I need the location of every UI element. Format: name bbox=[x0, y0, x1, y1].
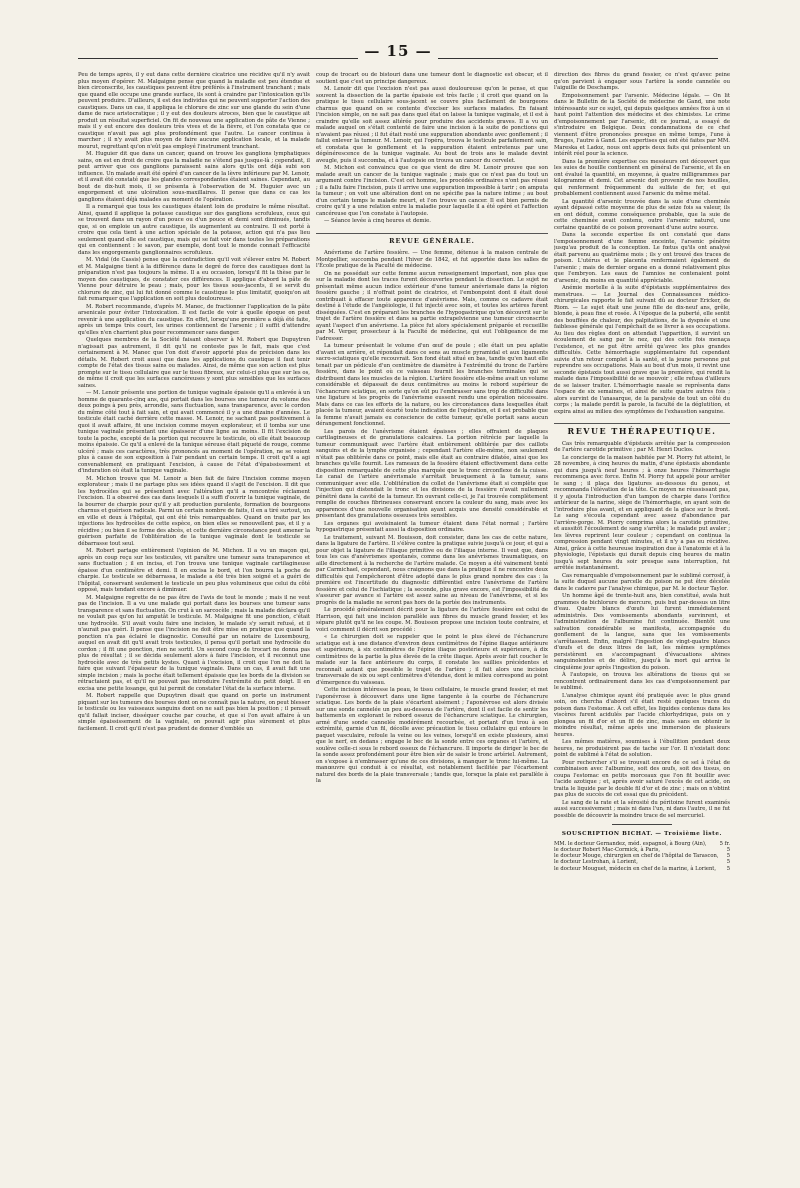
paragraph: M. Michon est convaincu que ce que vient de dire M. Lenoir prouve que son malade avait un cancer de la tunique vaginale ; mais que ce n'est pas du tout un argument contre l'incision. C'est cet homme, les procédés ordinaires n'ont pas réussi ; il a fallu faire l'incision, puis il arrive une suppuration impossible à tarir ; on amputa la tumeur ; on voit une altération dont on ne spécifie pas la nature intime ; au bout d'un certain temps le malade meurt, et l'on trouve un cancer. Il est bien permis de croire qu'il y a une relation entre la maladie pour laquelle il a été opéré et l'affection cancéreuse que l'on constate à l'autopsie. bbox=[316, 165, 548, 217]
paragraph: La tumeur présentait le volume d'un œuf de poule ; elle était un peu aplatie d'avant en arrière, et répondait dans ce sens au muscle pyramidal et aux ligaments sacro-sciatiques qu'elle recouvrait. Son fond était situé en bas, tandis qu'en haut elle tenait par un pédicule d'un centimètre de diamètre à l'extrémité du tronc de l'artère fessière, dans le point où ce vaisseau fournit les branches terminales qui se distribuent dans les muscles de la région. L'artère fessière elle-même avait un volume considérable et dépassait de deux centimètres au moins le rebord supérieur de l'échancrure sciatique, en sorte qu'on eût pu l'embrasser sans trop de difficulté dans une ligature si les progrès de l'anévrisme eussent rendu une opération nécessaire. Mais dans ce cas les efforts de la nature, ou les circonstances dans lesquelles était placée la tumeur, avaient écarté toute indication de l'opération, et il est probable que la femme n'avait jamais eu conscience de cette tumeur, qu'elle portait sans aucun dérangement fonctionnel. bbox=[316, 343, 548, 427]
paragraph: direction des fibres du grand fessier, ce n'est qu'avec peine qu'on parvient à engager sous l'artère la sonde cannelée ou l'aiguille de Deschamps. bbox=[554, 72, 730, 91]
paragraph: M. Huguier dit que dans un cancer, quand on trouve les ganglions lymphatiques sains, on est en droit de croire que la maladie ne s'étend pas jusque-là ; cependant, il peut arriver que ces ganglions paraissent sains alors qu'ils ont déjà subi son influence. Un malade avait été opéré d'un cancer de la lèvre inférieure par M. Lenoir, et il avait été constaté que les glandes correspondantes étaient saines. Cependant, au bout de dix-huit mois, il se présenta à l'observation de M. Huguier avec un engorgement et une ulcération sous-maxillaires. Il pense que dans ce cas les ganglions étaient déjà malades au moment de l'opération. bbox=[78, 151, 310, 203]
paragraph: Pour rechercher s'il se trouvait encore de ce sel à l'état de combinaison avec l'albumine, soit des œufs, soit des tissus, on coupa l'estomac en petits morceaux que l'on fit bouillir avec l'acide azotique ; et, après avoir saturé l'excès de cet acide, on traita le liquide par le double fil d'or et de zinc ; mais on n'obtint pas plus de succès de cet essai que du précédent. bbox=[554, 759, 730, 798]
paragraph: La quantité d'arsenic trouvée dans la suie d'une cheminée ayant dépassé cette moyenne de plus de seize fois sa valeur, ils en ont déduit, comme conséquence probable, que la suie de cette cheminée avait contenu, outre l'arsenic naturel, une certaine quantité de ce poison provenant d'une autre source. bbox=[554, 198, 730, 231]
paragraph: Quelques membres de la Société faisant observer à M. Robert que Dupuytren n'agissait pas autrement, il dit qu'il ne conteste pas le fait, mais que c'est certainement à M. Manec que l'on doit d'avoir apporté plus de précision dans les détails. M. Robert croit aussi que dans les applications du caustique il faut tenir compte de l'état des tissus sains ou malades. Ainsi, de même que son action est plus prompte sur le tissu cellulaire que sur le tissu fibreux, sur celui-ci plus que sur les os, de même il croit que les surfaces cancéreuses y sont plus sensibles que les surfaces saines. bbox=[78, 337, 310, 389]
paragraph: Un homme âgé de trente-huit ans, bien constitué, avala huit grammes de bichlorure de mercure, puis but par-dessus un litre d'eau. Quatre blancs d'œufs lui furent immédiatement administrés. Des vomissements abondants survinrent, et l'administration de l'albumine fut continuée. Bientôt une salivation considérable se manifesta, accompagnée du gonflement de la langue, sans que les vomissements s'arrêtassent. Enfin, malgré l'ingestion de vingt-quatre blancs d'œufs et de deux litres de lait, les mêmes symptômes persistèrent en s'accompagnant d'évacuations alvines sanguinolentes et de délire, jusqu'à la mort qui arriva le cinquième jour après l'ingestion du poison. bbox=[554, 593, 730, 671]
paragraph: M. Michon trouve que M. Lenoir a bien fait de faire l'incision comme moyen explorateur ; mais il ne partage plus ses idées quand il s'agit de l'excision. Il dit que les hydrocèles qui se présentent avec l'altération qu'il a rencontrée réclament l'excision. Il a observé des cas dans lesquels il a suffi d'ouvrir la tunique vaginale, de la bourrer de charpie pour qu'il y ait production purulente, formation de bourgeons charnus et guérison radicale. Parmi un certain nombre de faits, il en a tiré surtout, un en ville et deux à l'hôpital, qui ont été très remarquables. Quand on traite par les injections les hydrocèles de cette espèce, on bien elles se renouvellent pas, et il y a récidive ; ou bien il se forme des abcès, et cette dernière circonstance peut amener la guérison parfaite de l'oblitération de la tunique vaginale dont le testicule se débarrasse tout seul. bbox=[78, 475, 310, 547]
section-heading-revue-therapeutique: REVUE THÉRAPEUTIQUE. bbox=[554, 423, 730, 435]
divider bbox=[612, 824, 672, 825]
paragraph: Le sang de la rate et la sérosité du péritoine furent examinés aussi successivement ; mais ni dans l'un, ni dans l'autre, il ne fut possible de découvrir la moindre trace de sel mercuriel. bbox=[554, 799, 730, 819]
paragraph: M. Robert recommande, d'après M. Manec, de fractionner l'application de la pâte arsenicale pour éviter l'intoxication. Il est facile de voir à quelle époque on peut revenir à une application du caustique. En effet, lorsqu'une première a déjà été faite, après un temps très court, les urines contiennent de l'arsenic ; il suffit d'attendre qu'elles n'en charrient plus pour recommencer sans danger. bbox=[78, 303, 310, 336]
paragraph: Anémie mortelle à la suite d'épistaxis supplémentaires des menstrues. — Le Journal des Connaissances médico-chirurgicales rapporte le fait suivant dû au docteur Ericker, de Riom. — Le sujet était une jeune fille de dix-neuf ans, grêle, blonde, à peau fine et rosée. À l'époque de la puberté, elle sentit des bouffées de chaleur, des palpitations, de la dyspnée et une faiblesse générale qui l'empêchait de se livrer à ses occupations. Au lieu des règles dont on attendait l'apparition, il survint un écoulement de sang par le nez, qui des cette fois menaça l'existence, et ne put être arrêté qu'avec les plus grandes difficultés. Cette hémorrhagie supplémentaire fut cependant suivie d'un retour complet à la santé, et la jeune personne put reprendre ses occupations. Mais au bout d'un mois, il revint une seconde épistaxis tout aussi grave que la première, qui rendit la malade dans l'impossibilité de se mouvoir ; elle refusa d'ailleurs de se laisser traiter. L'hémorrhagie nasale se représenta dans l'espace de six semaines, et ainsi de suite quatre autres fois ; alors survint de l'anasarque, de la paralysie de tout un côté du corps ; la malade perdit la parole, la faculté de la déglutition, et expira ainsi au milieu des symptômes de l'exhaustion sanguine. bbox=[554, 285, 730, 415]
paragraph: Les mêmes matières, soumises à l'ébullition pendant deux heures, ne produisirent pas de tache sur l'or. Il n'existait donc point de sublimé à l'état de solution. bbox=[554, 739, 730, 758]
paragraph: « Le chirurgien doit se rappeler que le point le plus élevé de l'échancrure sciatique est à une distance d'environ deux centimètres de l'épine iliaque antérieure et supérieure, à six centimètres de l'épine iliaque postérieure et supérieure, à dix centimètres de la partie la plus élevée de la crête iliaque. Après avoir fait coucher le malade sur la face antérieure du corps, il constate les saillies précédentes et reconnaît autant que possible le trajet de l'artère ; il fait alors une incision transversale de six ou sept centimètres d'étendue, dont le milieu correspond au point d'émergence du vaisseau. bbox=[316, 634, 548, 686]
paragraph: L'analyse chimique ayant été pratiquée avec le plus grand soin, on chercha d'abord s'il était resté quelques traces du poison dans l'estomac. À cet effet, les liquides contenus dans les viscères furent acidulés par l'acide chlorhydrique, puis on y plongea un fil d'or et un fil de zinc, mais sans en obtenir le moindre résultat, même après une immersion de plusieurs heures. bbox=[554, 692, 730, 738]
paragraph: Cette incision intéresse la peau, le tissu cellulaire, le muscle grand fessier, et met l'aponévrose à découvert dans une ligne tangente à la courbe de l'échancrure sciatique. Les bords de la plaie s'écartent aisément ; l'aponévrose est alors divisée sur une sonde cannelée un peu au-dessous de l'artère, dont il est facile de sentir les battements en explorant le rebord osseux de l'échancrure sciatique. Le chirurgien, armé d'une sonde cannelée modérément recourbée, et portant d'un trou à son extrémité, garnie d'un fil, décolle avec précaution le tissu cellulaire qui entoure le paquet vasculaire, refoule la veine ou les veines, lorsqu'il en existe plusieurs, ainsi que le nerf, en dedans ; engage le bec de la sonde entre ces organes et l'artère, et soulève celle-ci sous le rebord osseux de l'échancrure. Il importe de diriger le bec de la sonde assez profondément pour être bien sûr de saisir le tronc artériel. Autrement, on s'expose à n'embrasser qu'une de ces divisions, à manquer le tronc lui-même. La manœuvre qui conduit à ce résultat, est notablement facilitée par l'écartement naturel des bords de la plaie transversale ; tandis que, lorsque la plaie est parallèle à la bbox=[316, 687, 548, 784]
paragraph: Le procédé généralement décrit pour la ligature de l'artère fessière est celui de Harrison, qui fait une incision parallèle aux fibres du muscle grand fessier, et les sépare plutôt qu'il ne les coupe. M. Bouisson propose une incision toute contraire, et voici comment il décrit son procédé : bbox=[316, 607, 548, 633]
donor-amount: 5 bbox=[726, 865, 730, 872]
column-2 bbox=[316, 72, 548, 1158]
paragraph: M. Robert partage entièrement l'opinion de M. Michon. Il a vu un maçon qui, après un coup reçu sur les testicules, vit paraître une tumeur sans transparence et sans fluctuation ; il en incisa, et l'on trouva une tunique vaginale cartilagineuse épaisse d'un centimètre et demi. Il en excisa le bord, et l'on bourra la poche de charpie. Le testicule se débarrassa, le malade a été très bien soigné et a guéri de l'hôpital, conservant seulement le testicule un peu plus volumineux que celui du côté opposé, mais tendant encore à diminuer. bbox=[78, 548, 310, 593]
donor-name: le docteur Robert Mac-Cormick, à Paris, bbox=[554, 846, 661, 853]
donor-row bbox=[554, 866, 730, 872]
paragraph: Empoisonnement par l'arsenic. Médecine légale. — On lit dans le Bulletin de la Société de médecine de Gand, une note intéressante sur ce sujet, qui depuis quelques années fixe à un si haut point l'attention des médecins et des chimistes. Le crime d'empoisonnement par l'arsenic, dit ce journal, a essayé de s'introduire en Belgique. Deux condamnations de ce chef viennent d'être prononcées presque en même temps, l'une à Bruges, l'autre à Gand. Les expertises qui ont été faites par MM. Mareska et Ladoz, nous ont appris deux faits qui présentent un intérêt réel pour la science. bbox=[554, 92, 730, 157]
donor-amount: 5 bbox=[726, 846, 730, 853]
donor-name: MM. le docteur Gernandez, méd. espagnol, à Bourg (Ain), bbox=[554, 840, 707, 847]
paragraph: M. Malgaigne regrette de ne pas être de l'avis de tout le monde ; mais il ne veut pas de l'incision. Il a vu une malade qui portait dans les bourses une tumeur sans transparence et sans fluctuation. On crut à un sarcocèle ; mais la malade déclara qu'il ne voulait pas qu'on lui amputât le testicule. M. Malgaigne fit une ponction, c'était une hydrocèle. S'il avait voulu faire une incision, le malade s'y serait refusé, et il n'aurait pas guéri. Il pense que l'incision ne doit être mise en pratique que quand la ponction n'a pas éclairé le diagnostic. Consulté par un notaire de Luxembourg, auquel en avait dit qu'il avait trois testicules, il pensa qu'il portait une hydrocèle du cordon ; il fit une ponction, rien ne sortit. Un second coup de trocart ne donna pas plus de résultat ; il se décida seulement alors à faire l'incision, et il reconnut une hydrocèle avec de très petits kystes. Quant à l'excision, il croit que l'on ne doit la faire que suivant l'épaisseur de la tunique vaginale. Dans un cas, il avait fait une simple incision ; mais la poche était tellement épaissie que les bords de la division se rétractaient pas, et qu'il ne pouvait pas introduire l'extrémité du petit doigt. Il en excisa une petite losange, qui lui permit de constater l'état de la surface interne. bbox=[78, 594, 310, 692]
paragraph: On ne possédait sur cette femme aucun renseignement important, non plus que sur la maladie dont les traces furent découvertes pendant la dissection. Le sujet ne présentait même aucun indice extérieur d'une tumeur anévrismale dans la région fessière gauche ; il n'offrait point de cicatrice, et l'embonpoint dont il était doué contribuait à effacer toute apparence d'anévrisme. Mais, comme ce cadavre était destiné à l'étude de l'angéiologie, il fut injecté avec soin, et toutes les artères furent disséquées. C'est en préparant les branches de l'hypogastrique qu'on découvrit sur le trajet de l'artère fessière et dans sa partie extrapelvienne une tumeur circonscrite ayant l'aspect d'un anévrisme. La pièce fut alors spécialement préparée et recueillie par M. Verger, prosecteur à la Faculté de médecine, qui eut l'obligeance de me l'adresser. bbox=[316, 270, 548, 342]
paragraph: — M. Lenoir présente une portion de tunique vaginale épaissie qu'il a enlevée à un homme de quarante-cinq ans, qui portait dans les bourses une tumeur du volume des deux poings à peu près, arrondie, sans fluctuation, sans transparence, avec le cordon du même côté tout à fait sain, et qui avait commencé il y a une dizaine d'années. Le testicule était caché derrière cette masse. M. Lenoir, ne sachant pas positivement à quoi il avait affaire, fit une incision comme moyen explorateur, et il tomba sur une tunique vaginale présentant une épaisseur d'une ligne au moins. Il fit l'excision de toute la poche, excepté de la portion qui recouvre le testicule, où elle était beaucoup moins épaissie. Ce qu'il a enlevé de la tunique séreuse était piqueté de rouge, comme ulcéré ; mais ces caractères, très prononcés au moment de l'opération, ne se voient plus à cause de son exposition à l'air pendant un certain temps. Il croit qu'il a agi convenablement en pratiquant l'excision, à cause de l'état d'épaississement et d'induration où était la tunique vaginale. bbox=[78, 390, 310, 474]
paragraph: Le traitement, suivant M. Bouisson, doit consister, dans les cas de cette nature, dans la ligature de l'artère. Il s'élève contre la pratique suivie jusqu'à ce jour, et qui a pour objet la ligature de l'iliaque primitive ou de l'iliaque interne. Il veut que, dans tous les cas d'anévrismes spontanés, comme dans les anévrismes traumatiques, on aille directement à la recherche de l'artère malade. Ce moyen a été vainement tenté par Carmichael, cependant, nous craignons que dans la pratique il ne rencontre deux difficultés qui l'empêcheront d'être adopté dans le plus grand nombre des cas : la première est l'incertitude du diagnostic différentiel entre l'anévrisme de l'artère fessière et celui de l'ischiatique ; la seconde, plus grave encore, est l'impossibilité de s'assurer par avance si l'artère est assez saine au niveau de l'anévrisme, et si les progrès de la maladie ne seront pas hors de la portée des instruments. bbox=[316, 534, 548, 606]
page-number: — 15 — bbox=[358, 42, 437, 60]
paragraph: Cas très remarquable d'épistaxis arrêtée par la compression de l'artère carotide primitive ; par M. Henri Duclos. bbox=[554, 440, 730, 453]
paragraph: Le concierge de la maison habitée par M. Piorry fut atteint, le 28 novembre, à cinq heures du matin, d'une épistaxis abondante qui dura jusqu'à neuf heures ; à onze heures l'hémorrhagie recommença avec force. Enfin M. Piorry fut appelé pour arrêter le sang ; il plaça des ligatures au-dessous du genou, et recommanda l'élévation de la tête. Ce moyen ne réussissant pas, il y ajouta l'introduction d'un tampon de charpie dans l'orifice antérieur de la narine, siège de l'hémorrhagie, en ayant soin de l'introduire plus avant, et en appliquant de la glace sur le front. Le sang s'écoula cependant avec assez d'abondance par l'arrière-gorge. M. Piorry comprima alors la carotide primitive, et aussitôt l'écoulement de sang s'arrêta ; le malade put avaler ; les lèvres reprirent leur couleur ; cependant on continua la compression pendant vingt minutes, et il n'y a pas eu récidive. Ainsi, grâce à cette heureuse inspiration due à l'anatomie et à la physiologie, l'épistaxis qui durait depuis cinq heures du matin jusqu'à sept heures du soir presque sans interruption, fut arrêtée instantanément. bbox=[554, 454, 730, 571]
paragraph: Cas remarquable d'empoisonnement par le sublimé corrosif, à la suite duquel aucune parcelle du poison ne put être décelée dans le cadavre par l'analyse chimique, par M. le docteur Taylor. bbox=[554, 572, 730, 592]
paragraph: Les parois de l'anévrisme étaient épaisses ; elles offraient de plaques cartilagineuses et de granulations calcaires. La portion rétrécie par laquelle la tumeur communiquait avec l'artère était entièrement oblitérée par des caillots sanguins et de la lymphe organisée ; cependant l'artère elle-même, non seulement n'était pas oblitérée dans ce point, mais elle était au contraire dilatée, ainsi que les branches qu'elle fournit. Les rameaux de la fessière étaient effectivement dans cette disposition remarquable de cette plus marquée que le tronc circonflexe de la cuisse. Le canal de l'artère anévrismale s'arrêtait brusquement à la tumeur, sans communiquer avec elle. L'oblitération du collet de l'anévrisme était si complète que l'injection qui distendait le tronc et les divisions de la fessière n'avait nullement pénétré dans la cavité de la tumeur. En ouvrant celle-ci, je l'ai trouvée complètement remplie de couches fibrineuses conservant encore la couleur du sang, mais avec les apparences d'une nouvelle organisation ayant acquis une densité considérable et présentant des granulations osseuses très sensibles. bbox=[316, 428, 548, 519]
paragraph: Peu de temps après, il y eut dans cette dernière cicatrice une récidive qu'il n'y avait plus moyen d'opérer. M. Malgaigne pense que quand la maladie est peu étendue et bien circonscrite, les caustiques peuvent être préférés à l'instrument tranchant ; mais que quand elle occupe une grande surface, ils sont à craindre par l'intoxication qu'ils peuvent produire. D'ailleurs, il est des individus qui ne peuvent supporter l'action des caustiques. Dans un cas, il appliqua le chlorure de zinc sur une glande du sein d'une dame de race aristocratique ; il y eut des douleurs atroces, bien que le caustique ait produit un résultat superficiel. On fit de nouveau une application de pâte de Vienne ; mais il y eut encore des douleurs très vives et de la fièvre, et l'on constata que ce caustique n'avait pas agi plus profondément que l'autre. Le cancer continua à marcher ; il n'y avait plus moyen de faire aucune application locale, et la malade mourut, regrettant qu'on n'eût pas employé l'instrument tranchant. bbox=[78, 72, 310, 150]
donor-name: le docteur Lestrohan, à Lorient, bbox=[554, 859, 638, 866]
paragraph: M. Lenoir dit que l'excision n'est pas aussi douloureuse qu'on le pense, et que souvent la dissection de la partie épaissie est très facile ; il croit que quand on la pratique le tissu cellulaire sous-jacent se couvre plus facilement de bourgeons charnus que quand on se contente d'exciser les surfaces malades. En faisant l'incision simple, on ne sait pas dans quel état on laisse la tunique vaginale, et il est à craindre qu'elle soit assez altérée pour produire des accidents graves. Il a vu un malade auquel on s'était contenté de faire une incision à la suite de ponctions qui n'avaient pas réussi ; il fut était resté une suppuration abondante avec gonflement ; il fallut enlever la tumeur. M. Lenoir, qui l'opéra, trouva le testicule parfaitement sain, et constata que le gonflement et la suppuration étaient entretenus par une dégénérescence de la tunique vaginale. Au bout de trois ans le malade devint aveugle, puis il succomba, et à l'autopsie on trouva un cancer du cervelet. bbox=[316, 86, 548, 164]
donor-name: le docteur Mouguet, médecin en chef de la marine, à Lorient, bbox=[554, 865, 717, 872]
paragraph: Il a remarqué que tous les caustiques étaient loin de produire le même résultat. Ainsi, quand il applique la potasse caustique sur des ganglions scrofuleux, ceux qui se trouvent dans un rayon d'un pouce ou d'un pouce et demi sont diminués, tandis que, si on emploie un autre caustique, ils augmentent au contraire. Il est porté à croire que cela tient à une action spéciale de la potasse, action qui n'a pas lieu seulement quand elle est caustique, mais qui se fait voir dans toutes les préparations qui en contiennent : le savon, par exemple, dont tout le monde connaît l'efficacité dans les engorgements ganglionnaires scrofuleux. bbox=[78, 204, 310, 256]
paragraph: M. Robert rappelle que Dupuytren disait que quand on porte un instrument piquant sur les tumeurs des bourses dont on ne connaît pas la nature, on peut blesser le testicule ou les vaisseaux sanguins dont on ne sait pas bien la position ; il pensait qu'il fallait inciser, disséquer couche par couche, et que si l'on avait affaire à un simple épaississement de la vaginale, on pouvait agir plus sûrement et plus facilement. Il croit qu'il n'est pas prudent de donner d'emblée un bbox=[78, 693, 310, 732]
paragraph: Dans la seconde expertise ils ont constaté que dans l'empoisonnement d'une femme enceinte, l'arsenic pénètre jusqu'au produit de la conception. Le fœtus qu'ils ont analysé était parvenu au quatrième mois ; ils y ont trouvé des traces de poison. L'utérus et le placenta renfermaient également de l'arsenic ; mais de dernier organe en a donné relativement plus que l'embryon. Les eaux de l'amnios ne contenaient point d'arsenic, du moins en quantité appréciable. bbox=[554, 232, 730, 284]
section-heading-revue-generale: REVUE GÉNÉRALE. bbox=[316, 233, 548, 245]
paragraph: Anévrisme de l'artère fessière. — Une femme, détenue à la maison centrale de Montpellier, succomba pendant l'hiver de 1842, et fut apportée dans les salles de l'École pratique de la Faculté de médecine. bbox=[316, 250, 548, 269]
donor-amount: 5 bbox=[726, 859, 730, 866]
paragraph: M. Vidal (de Cassis) pense que la contradiction qu'il voit s'élever entre M. Robert et M. Malgaigne tient à la différence dans le degré de force des caustiques dont la préparation n'est pas toujours la même. Il a eu occasion, lorsqu'il fit la thèse par le moyen des caustiques, de constater ces différences. Il applique d'abord la pâte de Vienne pour détruire le peau ; mais, pour les tissus sous-jacents, il se servit du chlorure de zinc, qui lui fut donné comme le caustique le plus limitatif, quoiqu'on ait fait remarquer que l'application en soit plus douloureuse. bbox=[78, 257, 310, 302]
paragraph: — Séance levée à cinq heures et demie. bbox=[324, 218, 431, 224]
paragraph: coup de trocart ou de bistouri dans une tumeur dont le diagnostic est obscur, et il soutient que c'est un principe dangereux. bbox=[316, 72, 548, 85]
donor-amount: 5 fr. bbox=[719, 840, 730, 847]
paragraph: Dans la première expertise ces messieurs ont découvert que les suies de houille contiennent en général de l'arsenic, et ils en ont évalué la quantité, en moyenne, à quatre milligrammes par kilogramme et demi. Cet arsenic doit provenir de nos houilles, qui renferment fréquemment du sulfate de fer, et qui probablement contiennent aussi l'arsenic du même métal. bbox=[554, 158, 730, 197]
subscription-heading: SOUSCRIPTION BICHAT. — Troisième liste. bbox=[561, 831, 723, 837]
paragraph: À l'autopsie, on trouva les altérations de tissus qui se rencontrent ordinairement dans les cas d'empoisonnement par le sublimé. bbox=[554, 672, 730, 691]
column-3 bbox=[554, 72, 730, 1158]
donor-name: le docteur Mouge, chirurgien en chef de l'hôpital de Tarascon, bbox=[554, 853, 719, 860]
column-1 bbox=[78, 72, 310, 1158]
paragraph: Les organes qui avoisinaient la tumeur étaient dans l'état normal ; l'artère hypogastrique présentait aussi la disposition ordinaire. bbox=[316, 520, 548, 533]
donor-amount: 5 bbox=[726, 853, 730, 860]
page-header bbox=[78, 42, 718, 62]
